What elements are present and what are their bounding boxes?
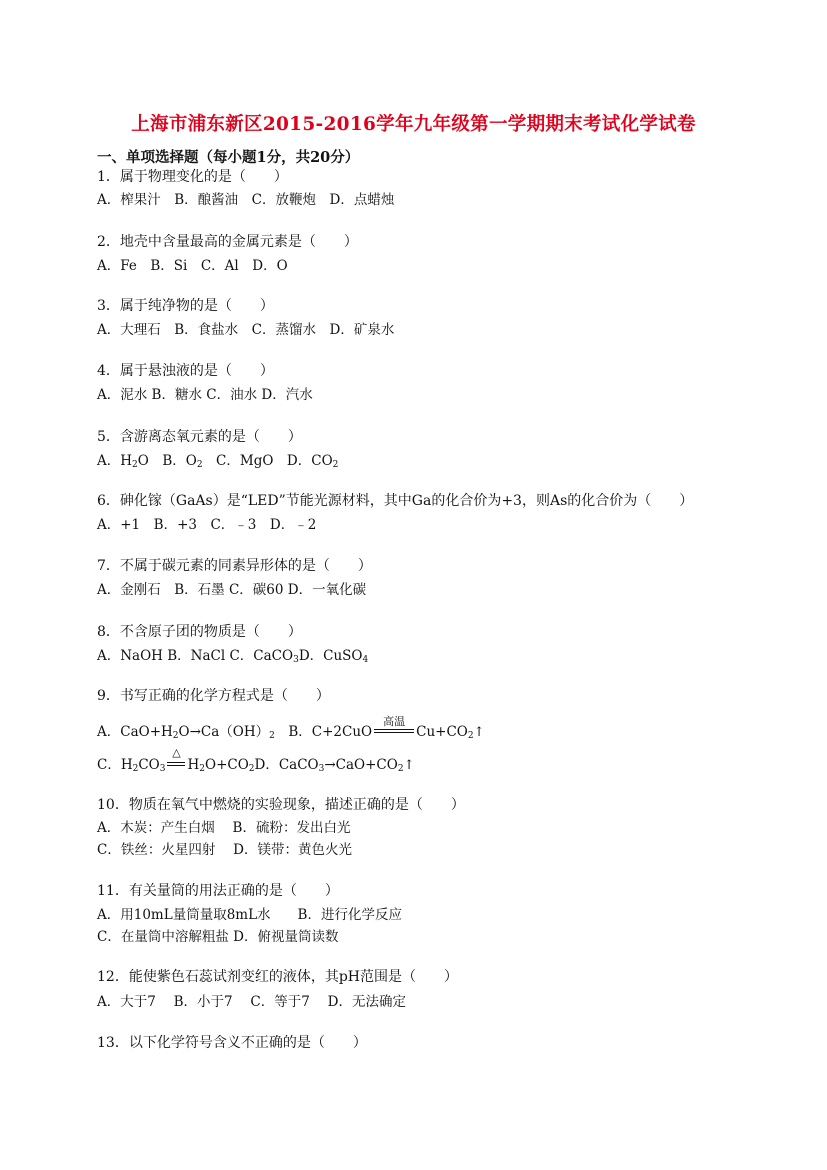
q9-c-part4: O+CO (205, 757, 249, 773)
page-title: 上海市浦东新区2015-2016学年九年级第一学期期末考试化学试卷 (131, 114, 696, 135)
q9-c-part2: CO (138, 757, 160, 773)
question-10-stem: 10．物质在氧气中燃烧的实验现象，描述正确的是（ ） (97, 797, 465, 813)
q9-a-part2: O→Ca（OH） (178, 724, 270, 740)
question-7-options: A．金刚石 B．石墨 C．碳60 D．一氧化碳 (97, 582, 367, 598)
q9-c-part1: C．H (97, 757, 133, 773)
subscript: 2 (397, 764, 404, 774)
question-8-options (97, 644, 368, 665)
question-4-options: A．泥水 B．糖水 C．油水 D．汽水 (97, 387, 313, 403)
q9-a-part1: A．CaO+H (97, 724, 173, 740)
question-1-stem: 1．属于物理变化的是（ ） (97, 169, 288, 185)
question-10-options-1: A．木炭：产生白烟 B．硫粉：发出白光 (97, 820, 351, 836)
subscript: 2 (132, 764, 139, 774)
question-8-stem: 8．不含原子团的物质是（ ） (97, 624, 302, 640)
condition-label: △ (172, 746, 181, 759)
question-3-options: A．大理石 B．食盐水 C．蒸馏水 D．矿泉水 (97, 322, 395, 338)
condition-label: 高温 (383, 715, 406, 728)
question-6-stem: 6．砷化镓（GaAs）是“LED”节能光源材料，其中Ga的化合价为+3，则As的化合价为（ ） (97, 493, 694, 509)
subscript: 2 (269, 731, 275, 741)
subscript: 2 (199, 764, 205, 774)
q9-b-part1: B．C+2CuO (274, 724, 373, 740)
question-9-line-1 (97, 715, 485, 741)
question-5-stem: 5．含游离态氧元素的是（ ） (97, 429, 302, 445)
question-2-stem: 2．地壳中含量最高的金属元素是（ ） (97, 234, 358, 250)
question-9-stem: 9．书写正确的化学方程式是（ ） (97, 688, 330, 704)
q5-opt-b: O B．O (137, 453, 197, 469)
subscript: 2 (196, 460, 203, 470)
q5-opt-a: A．H (97, 453, 133, 469)
reaction-condition-high-temp (372, 715, 416, 738)
subscript: 2 (172, 731, 179, 741)
q8-opt-abc: A．NaOH B．NaCl C．CaCO (97, 648, 294, 664)
question-2-options: A．Fe B．Si C．Al D．O (97, 258, 288, 274)
q8-opt-d: D．CuSO (298, 648, 363, 664)
gas-arrow-icon: ↑ (473, 725, 485, 740)
question-12-stem: 12．能使紫色石蕊试剂变红的液体，其pH范围是（ ） (97, 969, 458, 985)
question-10-options-2: C．铁丝：火星四射 D．镁带：黄色火光 (97, 842, 352, 858)
q9-d-part2: →CaO+CO (324, 757, 398, 773)
subscript: 2 (132, 460, 138, 470)
question-11-options-2: C．在量筒中溶解粗盐 D．俯视量筒读数 (97, 929, 339, 945)
question-12-options: A．大于7 B．小于7 C．等于7 D．无法确定 (97, 994, 406, 1010)
subscript: 2 (332, 460, 339, 470)
q9-d-part1: D．CaCO (254, 757, 319, 773)
subscript: 2 (248, 764, 255, 774)
subscript: 3 (293, 655, 299, 665)
question-4-stem: 4．属于悬浊液的是（ ） (97, 363, 274, 379)
subscript: 2 (467, 731, 474, 741)
question-7-stem: 7．不属于碳元素的同素异形体的是（ ） (97, 558, 372, 574)
question-11-options-1: A．用10mL量筒量取8mL水 B．进行化学反应 (97, 907, 402, 923)
q9-b-part2: Cu+CO (416, 724, 468, 740)
subscript: 3 (159, 764, 166, 774)
q9-c-part3: H (187, 757, 200, 773)
question-11-stem: 11．有关量筒的用法正确的是（ ） (97, 883, 339, 899)
question-13-stem: 13．以下化学符号含义不正确的是（ ） (97, 1035, 367, 1051)
question-5-options (97, 449, 338, 470)
subscript: 3 (318, 764, 325, 774)
question-1-options: A．榨果汁 B．酿酱油 C．放鞭炮 D．点蜡烛 (97, 192, 395, 208)
gas-arrow-icon: ↑ (403, 758, 415, 773)
question-3-stem: 3．属于纯净物的是（ ） (97, 298, 274, 314)
question-9-line-2 (97, 746, 415, 774)
reaction-condition-heat (165, 746, 187, 771)
section-heading: 一、单项选择题（每小题1分，共20分） (97, 149, 360, 166)
subscript: 4 (362, 655, 369, 665)
question-6-options: A．+1 B．+3 C．﹣3 D．﹣2 (97, 517, 317, 533)
q5-opt-cd: C．MgO D．CO (202, 453, 333, 469)
